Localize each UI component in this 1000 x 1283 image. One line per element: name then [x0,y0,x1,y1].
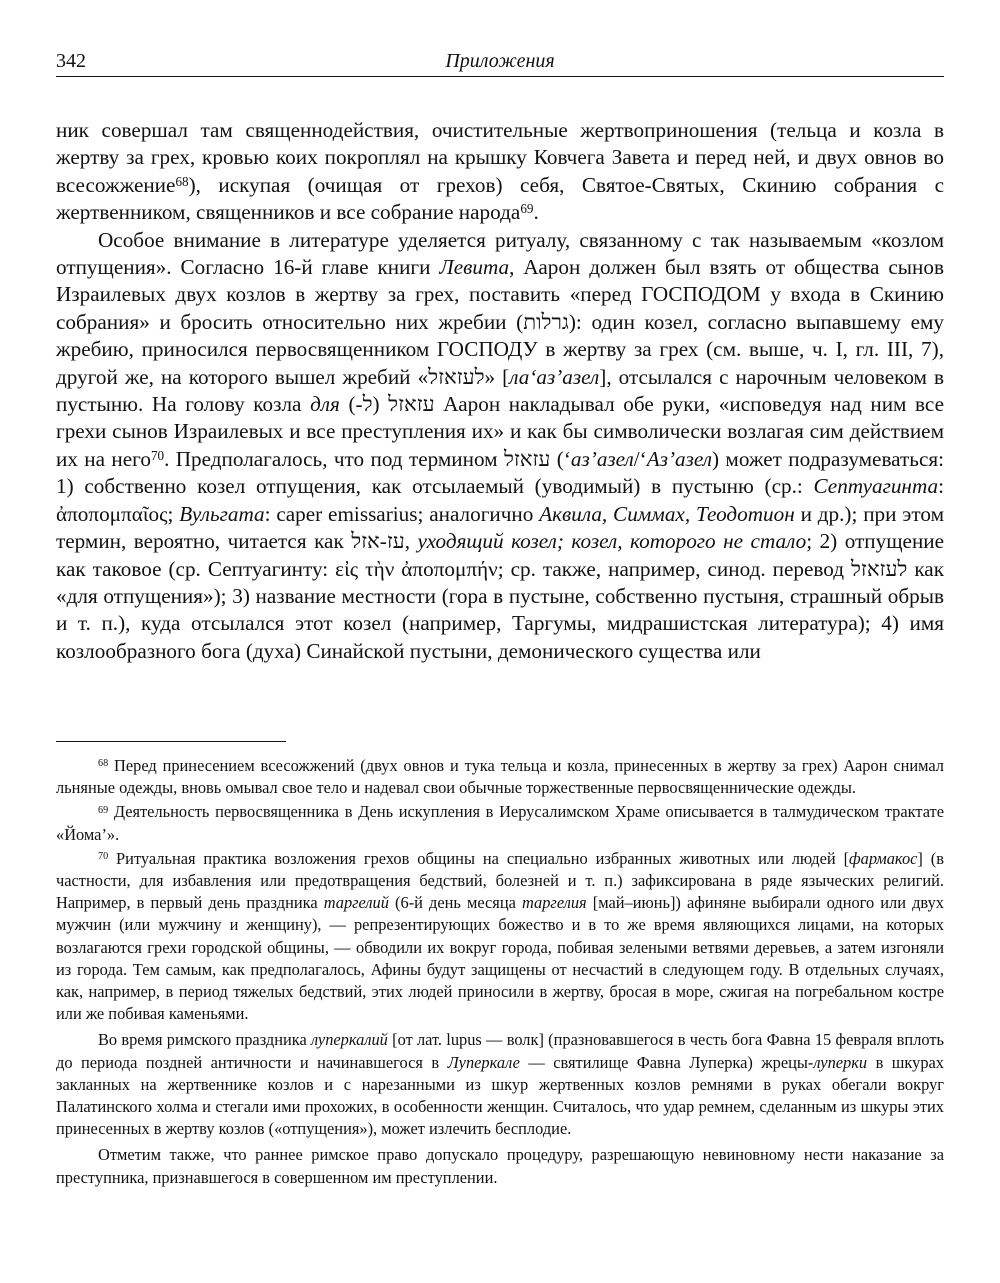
text-run: ; 2) отпущение как таковое (ср. Септуагинту: εἰς τὴν ἀποπομπήν; ср. также, например, синод. перевод לעזאזל как «для отпущения»); 3) название местности (гора в пустыне, собственно пустыня, страшный обрыв и т. п.), куда отсылался этот козел (например, Таргумы, мидрашистская литература); 4) имя козлообразного бога (духа) Синайской пустыни, демонического существа или [56,529,945,663]
text-run: : caper emissarius; аналогично [264,501,540,526]
footnote-70 [56,848,944,1026]
text-run: (-ל) עזאזל Аарон накладывал обе руки, «исповедуя над ним все грехи сынов Израилевых и все преступления их» и как бы символически возлагая сим действием их на него [56,392,944,471]
italic-run: Левита [439,255,510,280]
italic-run: таргелий [323,893,389,913]
footnote-text: Перед принесением всесожжений (двух овнов и тука тельца и козла, принесенных в жертву за грех) Аарон снимал льняные одежды, вновь омывал свое тело и надевал свои обычные торжественные первосвященнические одежды. [56,756,944,798]
text-run: Ритуальная практика возложения грехов общины на специально избранных животных или людей [ [108,848,850,868]
footnote-ref-68[interactable]: 68 [175,173,189,189]
italic-run: таргелия [522,893,587,913]
text-run: ] (в частности, для избавления или предотвращения бедствий, болезней и т. п.) зафиксирована в ряде языческих религий. Например, в первый день праздника [56,848,944,913]
italic-run: аз’азел [570,446,634,471]
body-paragraph-2 [56,227,944,666]
footnote-number: 70 [98,851,109,863]
text-run: (6-й день месяца [388,893,522,913]
text-run: ], отсылался с нарочным человеком в пустыню. На голову козла [56,364,944,417]
text-run: и др.); при этом термин, вероятно, читается как עז-אזל, [56,501,944,554]
italic-run: Аквила, Симмах, Теодотион [539,501,795,526]
main-text [56,117,944,665]
italic-run: луперкалий [311,1030,388,1050]
text-run: . Предполагалось, что под термином עזאזל (‘ [164,446,571,471]
text-run: [май–июнь]) афиняне выбирали одного или двух мужчин (или мужчину и женщину), — репрезентирующих божество и в то же время являющихся лицами, на которых возлагаются грехи городской общины, — обводили их вокруг города, побивая зелеными ветвями деревьев, а затем изгоняли из города. Тем самым, как предполагалось, Афины будут защищены от несчастий в следующем году. В отдельных случаях, как, например, в период тяжелых бедствий, этих людей приносили в жертву, бросая в море, сжигая на погребальном костре или же побивая каменьями. [56,893,944,1024]
footnote-text: Деятельность первосвященника в День искупления в Иерусалимском Храме описывается в талмудическом трактате «Йома’». [56,802,944,844]
page-header [56,46,944,77]
footnote-number: 69 [98,804,109,816]
text-run: [от лат. lupus — волк] (празновавшегося в честь бога Фавна 15 февраля вплоть до периода поздней античности и начинавшегося в [56,1030,944,1072]
footnote-70-closing [56,1144,944,1188]
text-run: /‘ [633,446,647,471]
text-run: Особое внимание в литературе уделяется ритуалу, связанному с так называемым «козлом отпущения». Согласно 16-й главе книги [56,227,944,280]
running-title: Приложения [445,50,555,72]
text-run: , Аарон должен был взять от общества сынов Израилевых двух козлов в жертву за грех, поставить «перед ГОСПОДОМ у входа в Скинию собрания» и бросить относительно них жребии (גרלות): один козел, согласно выпавшему ему жребию, приносился первосвященником ГОСПОДУ в жертву за грех (см. выше, ч. I, гл. III, 7), другой же, на которого вышел жребий «לעזאזל» [ [56,255,944,389]
footnote-70-continued [56,1029,944,1140]
italic-run: Луперкале [447,1052,520,1072]
footnotes [56,755,944,1189]
italic-run: для [310,392,340,417]
text-run: в шкурах закланных на жертвеннике козлов и с нарезанными из шкур жертвенных козлов ремнями в руках обегали вокруг Палатинского холма и стегали ими прохожих, в особенности женщин. Считалось, что удар ремнем, сделанным из шкуры этих принесенных в жертву козлов («отпущения»), может излечить бесплодие. [56,1052,944,1139]
page-number: 342 [56,50,86,72]
footnote-ref-70[interactable]: 70 [150,447,165,463]
italic-run: Септуагинта [813,474,939,499]
text-run: ), искупая (очищая от грехов) себя, Святое-Святых, Скинию собрания с жертвенником, священников и все собрание народа [56,172,944,225]
text-run: ) может подразумеваться: 1) собственно козел отпущения, как отсылаемый (уводимый) в пустыню (ср.: [56,446,944,499]
text-run: Отметим также, что раннее римское право допускало процедуру, разрешающую невиновному нести наказание за преступника, признавшегося в совершенном им преступлении. [56,1145,944,1187]
text-run: . [533,200,539,225]
text-run: ник совершал там священнодействия, очистительные жертвоприношения (тельца и козла в жертву за грех, кровью коих покроплял на крышку Ковчега Завета и перед ней, и двух овнов во всесожжение [56,118,944,197]
footnote-separator [56,741,286,742]
italic-run: Аз’азел [646,446,712,471]
italic-run: Вульгата [179,501,265,526]
text-run: Во время римского праздника [98,1030,311,1050]
italic-run: фармакос [849,848,918,868]
italic-run: ла‘аз’азел [509,364,600,389]
italic-run: луперки [813,1052,868,1072]
footnote-69 [56,801,944,845]
text-run: — святилище Фавна Луперка) жрецы- [519,1052,814,1072]
footnote-number: 68 [98,758,109,770]
footnote-ref-69[interactable]: 69 [520,201,534,217]
body-paragraph-1 [56,117,944,227]
footnote-68 [56,755,944,799]
text-run: : ἀποπομπαῖος; [56,474,944,526]
italic-run: уходящий козел; козел, которого не стало [417,529,807,554]
